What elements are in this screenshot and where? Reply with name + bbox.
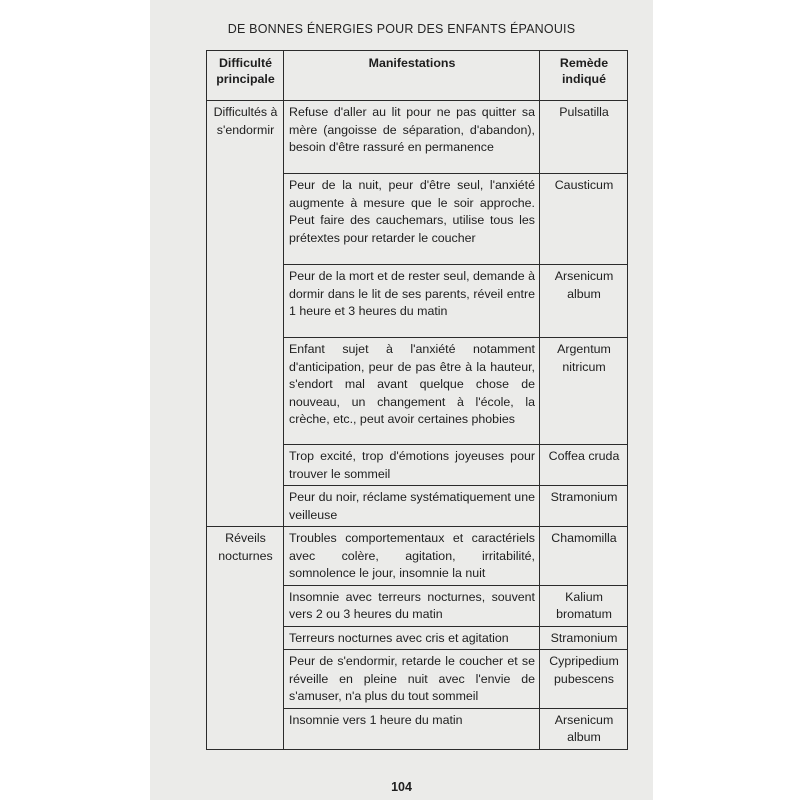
- running-header: DE BONNES ÉNERGIES POUR DES ENFANTS ÉPANOUIS: [227, 22, 576, 36]
- manifestation-cell: Peur de la nuit, peur d'être seul, l'anxiété augmente à mesure que le soir approche. Peut faire des cauchemars, utilise tous les prétextes pour retarder le coucher: [284, 174, 540, 265]
- difficulty-cell: Difficultés à s'endormir: [207, 101, 284, 527]
- column-header-difficulty: Difficulté principale: [207, 51, 284, 101]
- manifestation-cell: Enfant sujet à l'anxiété notamment d'anticipation, peur de pas être à la hauteur, s'endort mal avant quelque chose de nouveau, un changement à l'école, la crèche, etc., peut avoir certaines phobies: [284, 338, 540, 445]
- remedy-cell: Cypripedium pubescens: [540, 650, 628, 709]
- manifestation-cell: Insomnie avec terreurs nocturnes, souvent vers 2 ou 3 heures du matin: [284, 585, 540, 626]
- page-number: 104: [391, 780, 412, 794]
- remedy-cell: Stramonium: [540, 626, 628, 650]
- manifestation-cell: Peur de la mort et de rester seul, demande à dormir dans le lit de ses parents, réveil entre 1 heure et 3 heures du matin: [284, 265, 540, 338]
- difficulty-cell: Réveils nocturnes: [207, 527, 284, 750]
- table-header-row: [207, 51, 628, 101]
- column-header-manifestations: Manifestations: [284, 51, 540, 101]
- remedy-table: [206, 50, 628, 750]
- remedy-cell: Causticum: [540, 174, 628, 265]
- manifestation-cell: Refuse d'aller au lit pour ne pas quitter sa mère (angoisse de séparation, d'abandon), besoin d'être rassuré en permanence: [284, 101, 540, 174]
- manifestation-cell: Insomnie vers 1 heure du matin: [284, 708, 540, 749]
- remedy-cell: Stramonium: [540, 486, 628, 527]
- remedy-cell: Arsenicum album: [540, 265, 628, 338]
- book-page: [150, 0, 653, 800]
- remedy-cell: Kalium bromatum: [540, 585, 628, 626]
- column-header-remedy: Remède indiqué: [540, 51, 628, 101]
- manifestation-cell: Trop excité, trop d'émotions joyeuses pour trouver le sommeil: [284, 445, 540, 486]
- manifestation-cell: Peur du noir, réclame systématiquement une veilleuse: [284, 486, 540, 527]
- table-row: [207, 101, 628, 174]
- manifestation-cell: Peur de s'endormir, retarde le coucher et se réveille en pleine nuit avec l'envie de s'amuser, n'a plus du tout sommeil: [284, 650, 540, 709]
- manifestation-cell: Troubles comportementaux et caractériels avec colère, agitation, irritabilité, somnolence le jour, insomnie la nuit: [284, 527, 540, 586]
- manifestation-cell: Terreurs nocturnes avec cris et agitation: [284, 626, 540, 650]
- remedy-cell: Pulsatilla: [540, 101, 628, 174]
- table-row: [207, 527, 628, 586]
- remedy-cell: Argentum nitricum: [540, 338, 628, 445]
- remedy-cell: Coffea cruda: [540, 445, 628, 486]
- remedy-cell: Arsenicum album: [540, 708, 628, 749]
- remedy-cell: Chamomilla: [540, 527, 628, 586]
